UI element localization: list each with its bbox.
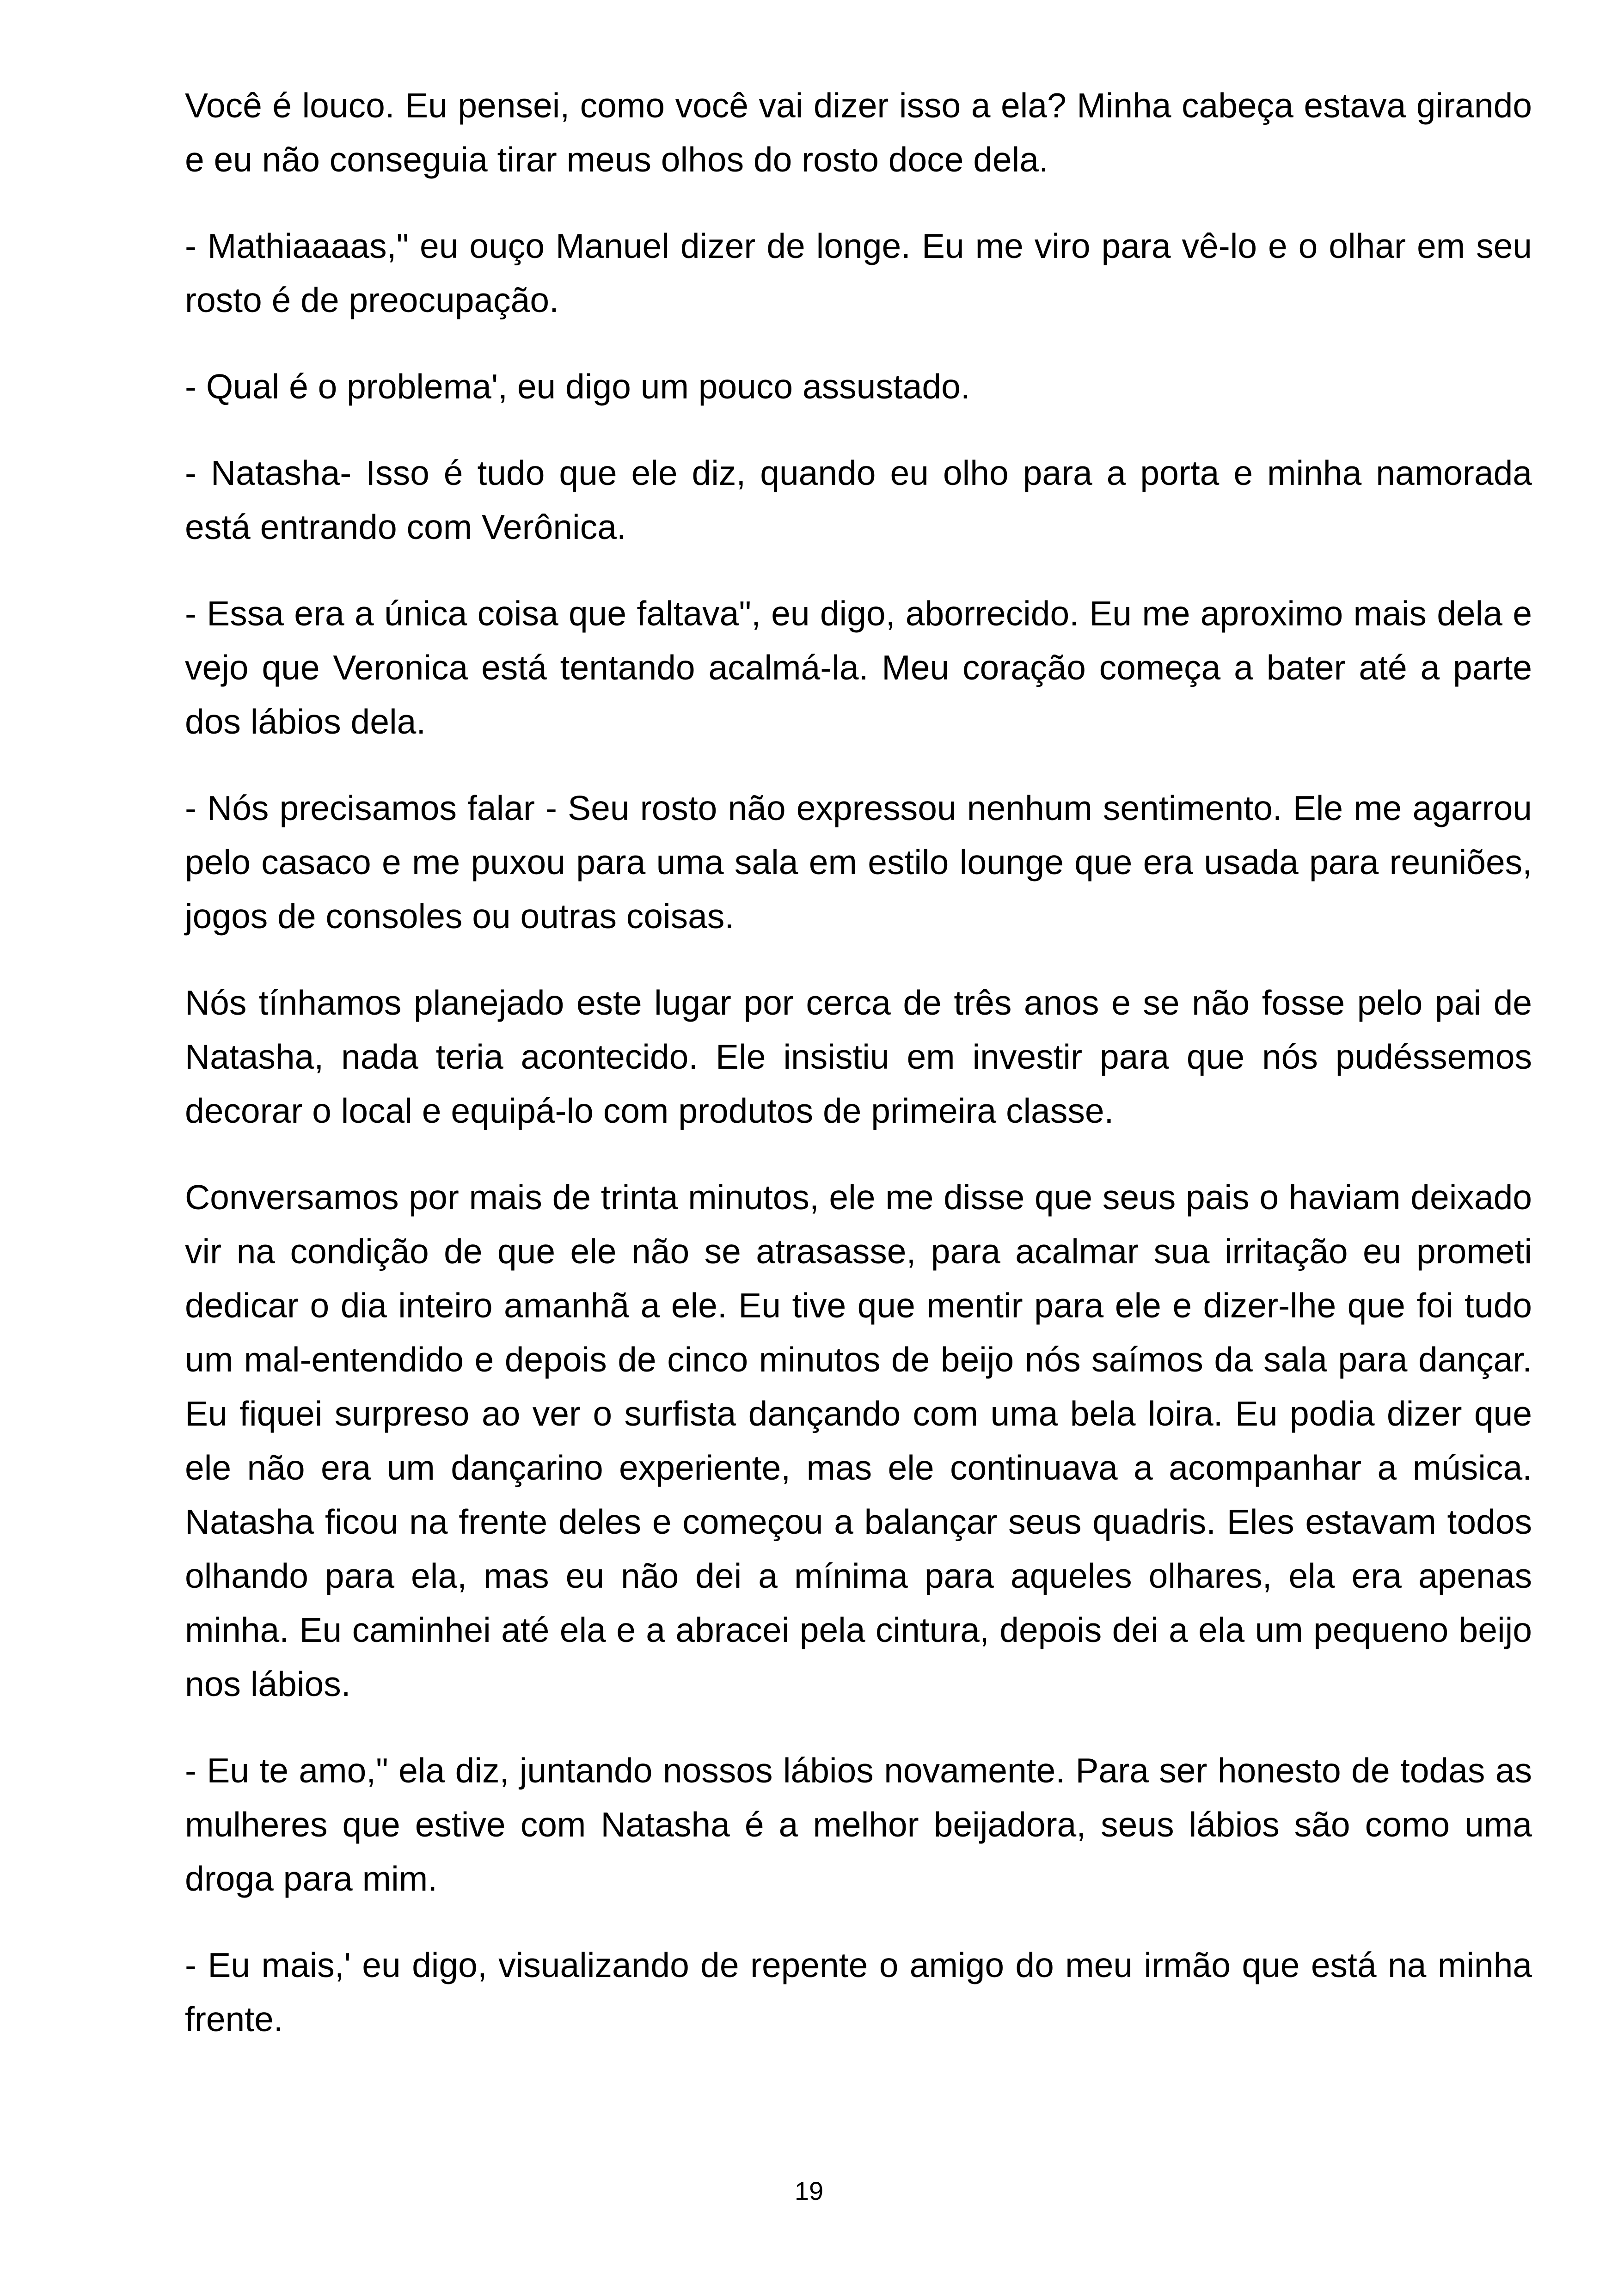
paragraph: Você é louco. Eu pensei, como você vai dizer isso a ela? Minha cabeça estava girando e eu não conseguia tirar meus olhos do rosto doce dela. bbox=[185, 86, 1532, 179]
paragraph: - Qual é o problema', eu digo um pouco assustado. bbox=[185, 367, 970, 406]
paragraph: - Eu te amo," ela diz, juntando nossos lábios novamente. Para ser honesto de todas as mulheres que estive com Natasha é a melhor beijadora, seus lábios são como uma droga para mim. bbox=[185, 1751, 1532, 1898]
paragraph: - Mathiaaaas," eu ouço Manuel dizer de longe. Eu me viro para vê-lo e o olhar em seu rosto é de preocupação. bbox=[185, 227, 1532, 319]
paragraph: - Nós precisamos falar - Seu rosto não expressou nenhum sentimento. Ele me agarrou pelo casaco e me puxou para uma sala em estilo lounge que era usada para reuniões, jogos de consoles ou outras coisas. bbox=[185, 789, 1532, 936]
paragraph: - Essa era a única coisa que faltava", eu digo, aborrecido. Eu me aproximo mais dela e vejo que Veronica está tentando acalmá-la. Meu coração começa a bater até a parte dos lábios dela. bbox=[185, 594, 1532, 741]
page-body bbox=[185, 79, 1532, 2079]
paragraph: Conversamos por mais de trinta minutos, ele me disse que seus pais o haviam deixado vir na condição de que ele não se atrasasse, para acalmar sua irritação eu prometi dedicar o dia inteiro amanhã a ele. Eu tive que mentir para ele e dizer-lhe que foi tudo um mal-entendido e depois de cinco minutos de beijo nós saímos da sala para dançar. Eu fiquei surpreso ao ver o surfista dançando com uma bela loira. Eu podia dizer que ele não era um dançarino experiente, mas ele continuava a acompanhar a música. Natasha ficou na frente deles e começou a balançar seus quadris. Eles estavam todos olhando para ela, mas eu não dei a mínima para aqueles olhares, ela era apenas minha. Eu caminhei até ela e a abracei pela cintura, depois dei a ela um pequeno beijo nos lábios. bbox=[185, 1178, 1532, 1703]
paragraph: - Natasha- Isso é tudo que ele diz, quando eu olho para a porta e minha namorada está entrando com Verônica. bbox=[185, 453, 1532, 546]
paragraph: - Eu mais,' eu digo, visualizando de repente o amigo do meu irmão que está na minha frente. bbox=[185, 1946, 1532, 2039]
paragraph: Nós tínhamos planejado este lugar por cerca de três anos e se não fosse pelo pai de Natasha, nada teria acontecido. Ele insistiu em investir para que nós pudéssemos decorar o local e equipá-lo com produtos de primeira classe. bbox=[185, 983, 1532, 1130]
page-number: 19 bbox=[794, 2176, 824, 2205]
